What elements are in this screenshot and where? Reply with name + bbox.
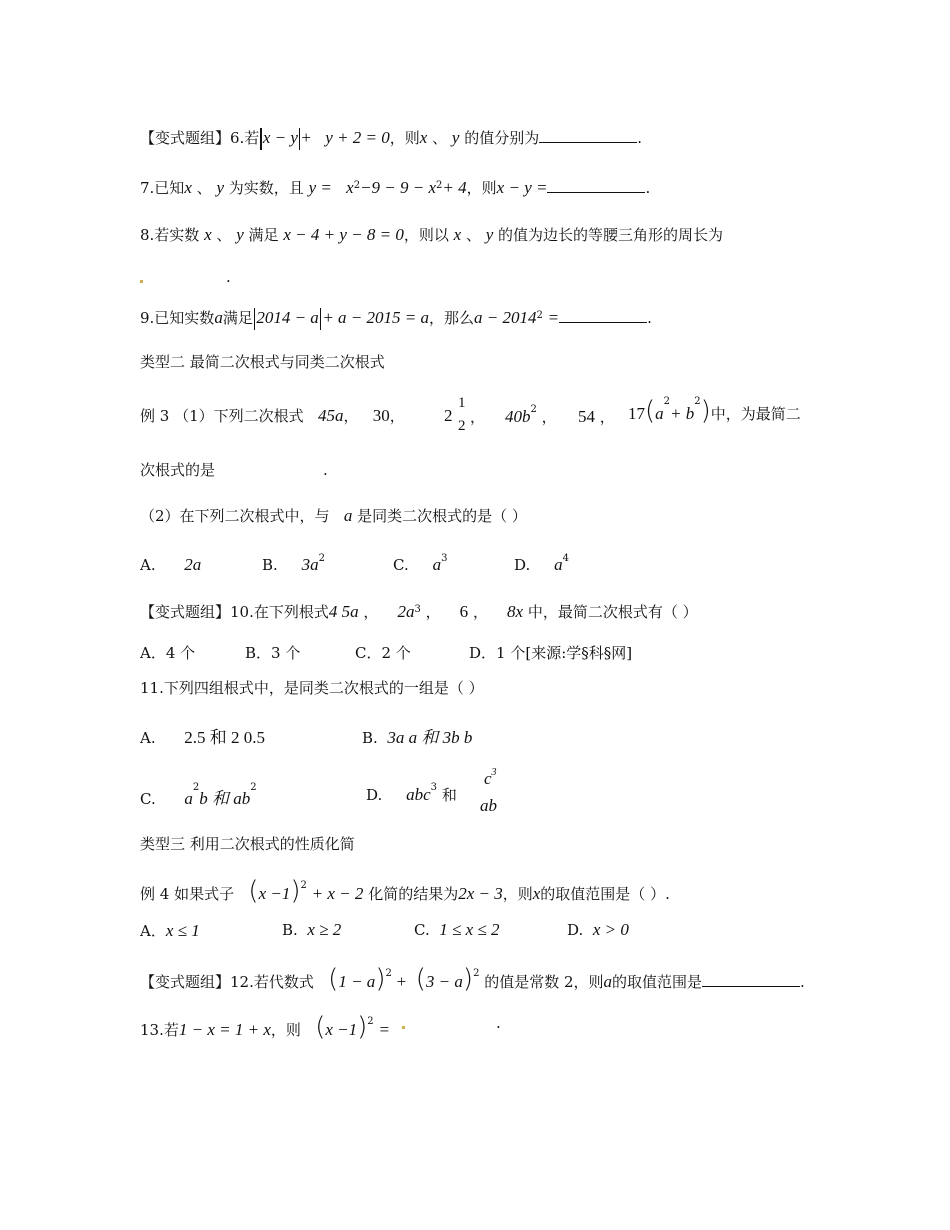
q6-sep: 、 xyxy=(432,129,448,147)
q9-t2: ，那么 xyxy=(428,309,474,327)
q11-option-d: D. abc$^3$ 和 xyxy=(366,782,457,804)
ex4-option-d xyxy=(567,920,629,940)
q8-x: x xyxy=(204,225,212,244)
q12-e2: 3 − a xyxy=(425,972,463,991)
ex4-t3: 的取值范围是（ ）. xyxy=(540,885,670,903)
superscript: 4 xyxy=(562,553,569,564)
option-value: x ≥ 2 xyxy=(307,920,342,939)
superscript: 2 xyxy=(318,553,326,564)
q11-d-num: $c^3$ xyxy=(484,767,497,788)
option-label: A． xyxy=(140,922,166,940)
option-value: x > 0 xyxy=(592,920,629,939)
q11-option-b xyxy=(362,723,472,748)
q7-end: . xyxy=(645,179,651,197)
q10-r1: 4 5a xyxy=(328,602,359,621)
ex3-r1: 45a xyxy=(317,406,344,425)
q10-text: 【变式题组】10.在下列根式 xyxy=(140,603,329,621)
ex3b-text: （2）在下列二次根式中，与 xyxy=(140,507,330,525)
q13-t1: ，则 xyxy=(270,1021,301,1039)
q11-option-c: C. $a^2b$ 和 $ab^2$ xyxy=(140,782,257,808)
q6-end: . xyxy=(637,129,643,147)
q7-t2: ，则 xyxy=(466,179,497,197)
option-value: 1 ≤ x ≤ 2 xyxy=(439,920,500,939)
ex3-r6-b: + b xyxy=(670,404,695,423)
ex4-option-c xyxy=(414,920,499,940)
q10-option-d: D．1 个[来源:学§科§网] xyxy=(469,644,633,662)
option-label: A. xyxy=(140,556,156,574)
mark-dot xyxy=(402,1026,405,1029)
q13-e2: x −1 xyxy=(325,1020,358,1039)
option-and: 和 xyxy=(441,786,457,804)
example-4: 例 4 如果式子 $(x -1)^2 + x - 2$ 化简的结果为2x − 3，则x的取值范围是（ ）. xyxy=(140,876,670,906)
ex3-option-c xyxy=(393,555,447,575)
option-value: 2.5 和 2 0.5 xyxy=(184,728,265,747)
ex3-tail: 中，为最简二 xyxy=(710,405,801,423)
q9-t1: 满足 xyxy=(222,309,253,327)
q6-expr-abs: x − y xyxy=(262,128,298,147)
ex3-r6-coef: 17 xyxy=(628,404,645,423)
option-label: D. xyxy=(567,921,584,939)
option-value: a xyxy=(554,555,563,574)
q12-end: . xyxy=(800,973,805,991)
option-value: abc xyxy=(406,785,431,804)
q8-t2: ，则以 xyxy=(403,226,449,244)
q6-tail: 的值分别为 xyxy=(464,129,540,147)
ex3b-a: a xyxy=(343,506,353,525)
section-heading-type2: 类型二 最简二次根式与同类二次根式 xyxy=(140,353,385,371)
q8-end: . xyxy=(226,268,231,286)
question-13: 13.若1 − x = 1 + x，则 $(x -1)^2$ = xyxy=(140,1012,390,1042)
ex4-e3: 2x − 3 xyxy=(458,884,503,903)
q7-sep: 、 xyxy=(196,179,212,197)
q10-r3: 6 xyxy=(459,602,469,621)
option-label: D. xyxy=(514,556,531,574)
ex3-r4-wrap: $40b^2$ ， xyxy=(505,404,557,426)
q8-t1: 满足 xyxy=(248,226,279,244)
q7-y: y xyxy=(216,178,224,197)
ex4-x: x xyxy=(532,884,541,903)
q12-a: a xyxy=(603,972,613,991)
q6-y: y xyxy=(451,128,460,147)
q6-prefix: 【变式题组】6.若 xyxy=(140,129,260,147)
ex3-label: 例 3 （1）下列二次根式 xyxy=(140,407,304,425)
q6-then: ，则 xyxy=(389,129,420,147)
q12-text: 【变式题组】12.若代数式 xyxy=(140,973,314,991)
q10-r2: 2a xyxy=(397,602,415,621)
q12-plus: + xyxy=(396,972,407,991)
ex3-r6-a: a xyxy=(655,404,664,423)
q7-x: x xyxy=(184,178,192,197)
q13-end: . xyxy=(496,1014,501,1032)
q7-answer-blank xyxy=(547,178,645,193)
q9-answer-blank xyxy=(559,308,647,323)
comma: ， xyxy=(599,408,615,426)
ex4-e1: x −1 xyxy=(258,884,291,903)
mark-dot xyxy=(140,280,143,283)
q7-t1: 为实数，且 xyxy=(228,179,304,197)
option-label: C. xyxy=(414,921,430,939)
option-label: B. xyxy=(262,556,278,574)
q12-t1: 的值是常数 2，则 xyxy=(484,973,604,991)
option-label: A. xyxy=(140,729,156,747)
q9-end: . xyxy=(647,309,652,327)
q10-option-b: B．3 个 xyxy=(245,644,301,662)
q6-answer-blank xyxy=(539,128,637,143)
ex4-label: 例 4 如果式子 xyxy=(140,885,235,903)
option-value: b 和 ab xyxy=(199,789,251,808)
option-value: a xyxy=(432,555,442,574)
fraction-num: c xyxy=(484,769,492,788)
option-value: 3a a 和 3b b xyxy=(387,728,473,747)
question-11: 11.下列四组根式中，是同类二次根式的一组是（ ） xyxy=(140,679,484,697)
example-3-part2 xyxy=(140,506,527,526)
ex4-option-b xyxy=(282,920,341,940)
abs-bar-left xyxy=(260,128,262,150)
q7-e1: x xyxy=(346,178,354,197)
ex3-option-b xyxy=(262,555,325,575)
q9-a: a xyxy=(214,308,223,327)
ex3-r3-den: 2 xyxy=(458,418,466,434)
q13-e1: 1 − x = 1 + x xyxy=(178,1020,271,1039)
q9-prefix: 9.已知实数 xyxy=(140,309,215,327)
ex3-r2: 30 xyxy=(372,406,390,425)
q6-plus: + xyxy=(301,128,311,147)
option-value: 2a xyxy=(184,555,202,574)
option-label: C. xyxy=(393,556,409,574)
example-3-line2 xyxy=(140,460,328,480)
q8-sep: 、 xyxy=(216,226,232,244)
q8-e1: x − 4 + y − 8 = 0 xyxy=(283,225,404,244)
q7-ask: x − y = xyxy=(496,178,548,197)
q9-e4: = xyxy=(547,308,560,327)
question-10: 【变式题组】10.在下列根式4 5a ， $2a^3$ ， 6 ， 8x 中，最简二次根式有（ ） xyxy=(140,602,698,621)
q12-e1: 1 − a xyxy=(338,972,376,991)
q10-tail: 中，最简二次根式有（ ） xyxy=(527,603,698,621)
q7-e2: −9 − 9 − x xyxy=(360,178,437,197)
ex4-t1: 化简的结果为 xyxy=(368,885,459,903)
q11-d-den: ab xyxy=(480,796,497,815)
ex3-line2: 次根式的是 xyxy=(140,461,216,479)
q7-e3: + 4 xyxy=(442,178,467,197)
q8-t3: 的值为边长的等腰三角形的周长为 xyxy=(498,226,724,244)
option-value: 3a xyxy=(301,555,319,574)
option-value: a xyxy=(184,789,193,808)
q6-expr-root: y + 2 = 0 xyxy=(325,128,390,147)
q7-eq: y = xyxy=(308,178,332,197)
section-heading-type3: 类型三 利用二次根式的性质化简 xyxy=(140,835,355,853)
q10-option-a: A．4 个 xyxy=(140,644,196,662)
ex3-end: . xyxy=(323,461,328,479)
q10-option-c: C．2 个 xyxy=(355,644,411,662)
q6-x: x xyxy=(419,128,428,147)
q10-r4: 8x xyxy=(507,602,524,621)
ex4-t2: ，则 xyxy=(502,885,533,903)
ex4-e2: + x − 2 xyxy=(311,884,364,903)
ex3-r5-wrap xyxy=(578,406,615,427)
ex3-r6-wrap: $17(a^2+ b^2)$中，为最简二 xyxy=(628,396,801,426)
comma: ， xyxy=(343,407,359,425)
ex3-r3-num: 1 xyxy=(458,395,466,411)
ex4-option-a xyxy=(140,920,200,941)
question-8: 8.若实数 x 、 y 满足 x − 4 + y − 8 = 0，则以 x 、 y 的值为边长的等腰三角形的周长为 xyxy=(140,225,724,244)
q9-e3: a − 2014 xyxy=(474,308,537,327)
q9-e1: 2014 − a xyxy=(256,308,319,327)
q9-e2: + a − 2015 = a xyxy=(322,308,429,327)
option-label: B. xyxy=(282,921,298,939)
comma: ， xyxy=(541,408,557,426)
q7-prefix: 7.已知 xyxy=(140,179,185,197)
ex3-r5: 54 xyxy=(578,407,595,426)
option-label: C. xyxy=(140,790,156,808)
q12-answer-blank xyxy=(702,972,800,987)
option-label: B. xyxy=(362,729,378,747)
option-value: x ≤ 1 xyxy=(165,921,200,940)
ex3-option-a xyxy=(140,555,201,575)
ex3b-tail: 是同类二次根式的是（ ） xyxy=(357,507,527,525)
question-6 xyxy=(140,128,642,150)
q12-t2: 的取值范围是 xyxy=(612,973,703,991)
example-3-part1 xyxy=(140,406,419,426)
option-label: D. xyxy=(366,786,383,804)
superscript: 3 xyxy=(441,553,448,564)
q11-option-a xyxy=(140,723,265,748)
comma: ， xyxy=(470,408,486,426)
ex3-r3-whole: 2 xyxy=(444,406,453,425)
question-12: 【变式题组】12.若代数式 $(1 - a)^2 + (3 - a)^2$ 的值是常数 2，则a的取值范围是 . xyxy=(140,964,805,994)
question-9: 9.已知实数a满足 2014 − a + a − 2015 = a，那么$a - 2014^2$ = . xyxy=(140,308,652,330)
ex3-option-d xyxy=(514,555,569,575)
comma: ， xyxy=(389,407,405,425)
q8-prefix: 8.若实数 xyxy=(140,226,200,244)
q13-text: 13.若 xyxy=(140,1021,179,1039)
q8-y: y xyxy=(236,225,244,244)
question-7: 7.已知x 、 y 为实数，且 y = $x^2-9 - 9 - x^2+ 4$，则x − y = . xyxy=(140,178,651,197)
q13-e3: = xyxy=(378,1020,390,1039)
ex3-r4: 40b xyxy=(505,407,531,426)
